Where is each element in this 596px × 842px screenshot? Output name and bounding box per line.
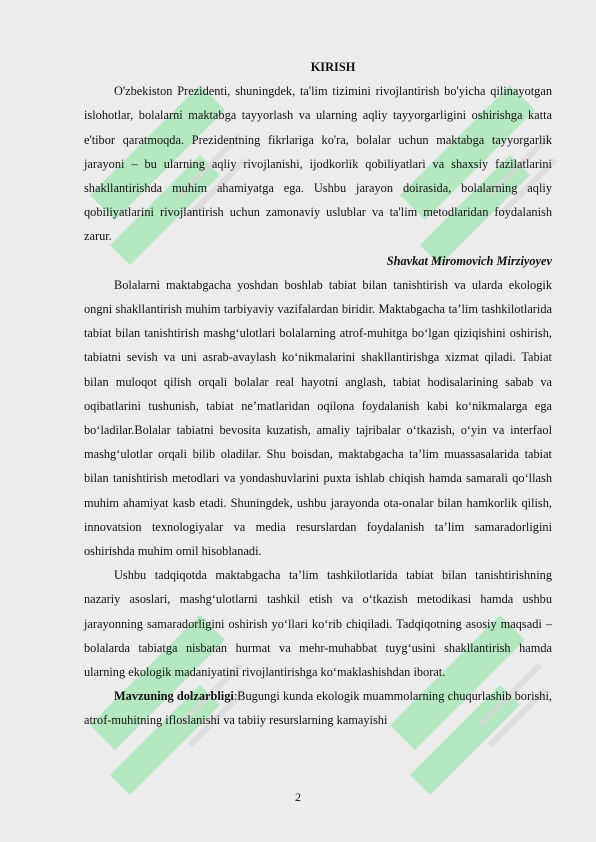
- paragraph-4: [84, 684, 552, 732]
- author-signature: Shavkat Miromovich Mirziyoyev: [386, 253, 552, 268]
- paragraph-1: O'zbekiston Prezidenti, shuningdek, ta'lim tizimini rivojlantirish bo'yicha qilinayotgan islohotlar, bolalarni maktabga tayyorlash va ularning aqliy tayyorgarligini oshirishga katta e'tibor qaratmoqda. Prezidentning fikrlariga ko'ra, bolalar uchun maktabga tayyorgarlik jarayoni – bu ularning aqliy rivojlanishi, ijodkorlik qobiliyatlari va shaxsiy fazilatlarini shakllantirishda muhim ahamiyatga ega. Ushbu jarayon doirasida, bolalarning aqliy qobiliyatlarini rivojlantirish uchun zamonaviy uslublar va ta'lim metodlaridan foydalanish zarur.: [84, 84, 552, 244]
- document-body: [84, 55, 552, 733]
- paragraph-4-text: :Bugungi kunda ekologik muammolarning chuqurlashib borishi, atrof-muhitning ifloslanishi va tabiiy resurslarning kamayishi: [84, 689, 552, 728]
- page-number: 2: [295, 790, 301, 804]
- page-title: KIRISH: [310, 60, 356, 74]
- paragraph-3: Ushbu tadqiqotda maktabgacha ta’lim tashkilotlarida tabiat bilan tanishtirishning nazariy asoslari, mashg‘ulotlarni tashkil etish va o‘tkazish metodikasi hamda ushbu jarayonning samaradorligini oshirish yo‘llari ko‘rib chiqiladi. Tadqiqotning asosiy maqsadi – bolalarda tabiatga nisbatan hurmat va mehr-muhabbat tuyg‘usini shakllantirish hamda ularning ekologik madaniyatini rivojlantirishga ko‘maklashishdan iborat.: [84, 568, 552, 680]
- paragraph-4-lead: Mavzuning dolzarbligi: [114, 689, 234, 704]
- paragraph-2: Bolalarni maktabgacha yoshdan boshlab tabiat bilan tanishtirish va ularda ekologik ongni shakllantirish muhim tarbiyaviy vazifalardan biridir. Maktabgacha ta’lim tashkilotlarida tabiat bilan tanishtirish mashg‘ulotlari bolalarning atrof-muhitga bo‘lgan qiziqishini oshirish, tabiatni sevish va uni asrab-avaylash ko‘nikmalarini shakllantirishga xizmat qiladi. Tabiat bilan muloqot qilish orqali bolalar real hayotni anglash, tabiat hodisalarining sabab va oqibatlarini tushunish, tabiat ne’matlaridan oqilona foydalanish kabi ko‘nikmalarga ega bo‘ladilar.Bolalar tabiatni bevosita kuzatish, amaliy tajribalar o‘tkazish, o‘yin va interfaol mashg‘ulotlar orqali bilib oladilar. Shu boisdan, maktabgacha ta’lim muassasalarida tabiat bilan tanishtirish metodlari va yondashuvlarini puxta ishlab chiqish hamda samarali qo‘llash muhim ahamiyat kasb etadi. Shuningdek, ushbu jarayonda ota-onalar bilan hamkorlik qilish, innovatsion texnologiyalar va media resurslardan foydalanish ta’lim samaradorligini oshirishda muhim omil hisoblanadi.: [84, 277, 552, 559]
